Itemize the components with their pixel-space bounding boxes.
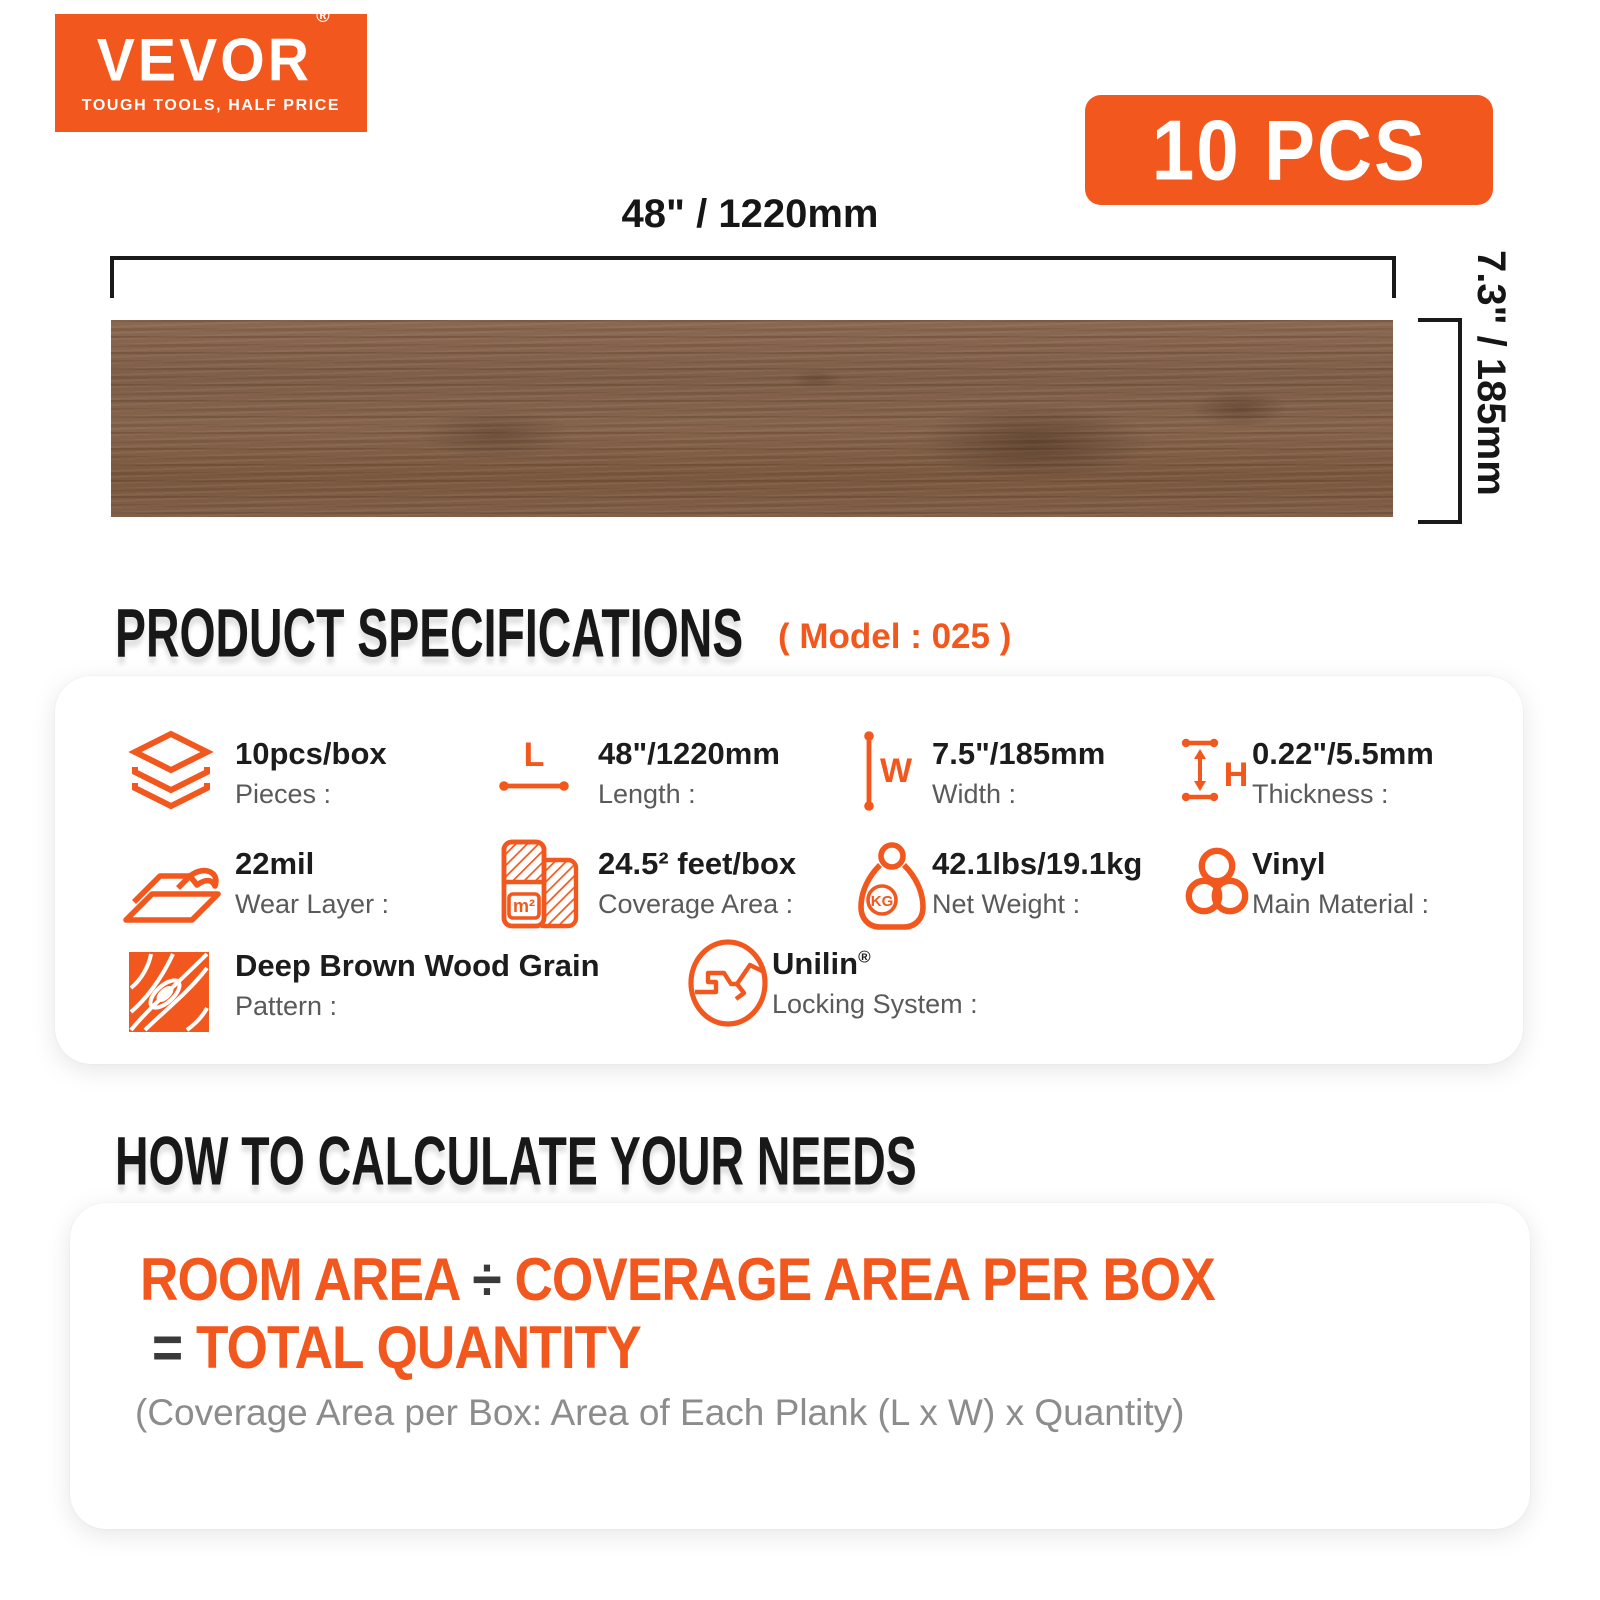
- spec-material-label: Main Material :: [1252, 889, 1430, 919]
- spec-pattern-label: Pattern :: [235, 991, 338, 1021]
- spec-length: [598, 736, 780, 810]
- wear-layer-icon: [118, 848, 230, 926]
- formula-room-area: ROOM AREA: [140, 1245, 459, 1314]
- formula-total-quantity: TOTAL QUANTITY: [195, 1313, 641, 1382]
- spec-locking-value: [772, 946, 978, 982]
- formula-coverage-area: COVERAGE AREA PER BOX: [514, 1245, 1215, 1314]
- spec-width: [932, 736, 1105, 810]
- coverage-icon: [498, 838, 582, 932]
- plank-width-label: 7.3" / 185mm: [1469, 250, 1513, 496]
- spec-pieces: [235, 736, 387, 810]
- vevor-logo: [55, 4, 367, 132]
- spec-thickness-label: Thickness :: [1252, 779, 1389, 809]
- brand-tagline: TOUGH TOOLS, HALF PRICE: [81, 96, 341, 114]
- spec-locking-value-text: Unilin: [772, 946, 859, 981]
- spec-thickness: [1252, 736, 1434, 810]
- registered-mark: ®: [315, 4, 330, 27]
- thickness-icon: [1178, 734, 1252, 806]
- equals-sign: =: [152, 1313, 183, 1382]
- spec-material: [1252, 846, 1429, 920]
- spec-material-value: Vinyl: [1252, 846, 1326, 881]
- material-icon: [1182, 844, 1252, 924]
- spec-length-label: Length :: [598, 779, 696, 809]
- length-icon-letter: L: [523, 736, 545, 774]
- length-icon: [494, 736, 574, 798]
- spec-locking: [772, 946, 978, 1020]
- spec-net-weight-value: 42.1lbs/19.1kg: [932, 846, 1143, 881]
- thickness-icon-letter: H: [1223, 756, 1249, 794]
- spec-wear-layer: [235, 846, 389, 920]
- calc-section-title: HOW TO CALCULATE YOUR NEEDS: [115, 1123, 917, 1200]
- spec-width-label: Width :: [932, 779, 1017, 809]
- spec-length-value: 48"/1220mm: [598, 736, 780, 771]
- locking-icon: [688, 938, 768, 1028]
- pcs-badge-text: 10 PCS: [1151, 101, 1427, 198]
- width-icon-letter: W: [879, 752, 913, 790]
- formula-note: (Coverage Area per Box: Area of Each Plank (L x W) x Quantity): [135, 1392, 1185, 1433]
- layers-icon: [127, 730, 215, 812]
- pattern-icon: [125, 948, 213, 1036]
- spec-coverage: [598, 846, 796, 920]
- specs-section-title: PRODUCT SPECIFICATIONS: [115, 595, 744, 672]
- spec-coverage-value: 24.5² feet/box: [598, 846, 797, 881]
- spec-pattern: [235, 948, 600, 1022]
- weight-icon: [852, 840, 932, 932]
- coverage-icon-letter: m²: [513, 896, 535, 916]
- spec-coverage-label: Coverage Area :: [598, 889, 794, 919]
- width-icon: [858, 728, 920, 814]
- spec-width-value: 7.5"/185mm: [932, 736, 1106, 771]
- plank-image: [111, 320, 1393, 517]
- spec-pattern-value: Deep Brown Wood Grain: [235, 948, 600, 983]
- formula-line-2: [152, 1312, 641, 1382]
- width-dimension-bracket: [1418, 318, 1462, 524]
- formula-line-1: [140, 1244, 1215, 1314]
- spec-locking-reg: ®: [858, 947, 871, 967]
- spec-net-weight-label: Net Weight :: [932, 889, 1081, 919]
- divide-sign: ÷: [472, 1245, 501, 1314]
- spec-locking-label: Locking System :: [772, 989, 978, 1019]
- pcs-badge: [1085, 95, 1493, 205]
- spec-pieces-label: Pieces :: [235, 779, 332, 809]
- spec-thickness-value: 0.22"/5.5mm: [1252, 736, 1434, 771]
- plank-length-label: 48" / 1220mm: [621, 192, 879, 236]
- weight-icon-letter: KG: [870, 893, 894, 910]
- brand-name-text: VEVOR: [96, 24, 312, 93]
- length-dimension-bracket: [110, 256, 1396, 298]
- brand-name: [96, 4, 330, 93]
- spec-pieces-value: 10pcs/box: [235, 736, 387, 771]
- spec-net-weight: [932, 846, 1142, 920]
- spec-wear-layer-value: 22mil: [235, 846, 315, 881]
- spec-wear-layer-label: Wear Layer :: [235, 889, 390, 919]
- model-number: ( Model : 025 ): [778, 617, 1012, 656]
